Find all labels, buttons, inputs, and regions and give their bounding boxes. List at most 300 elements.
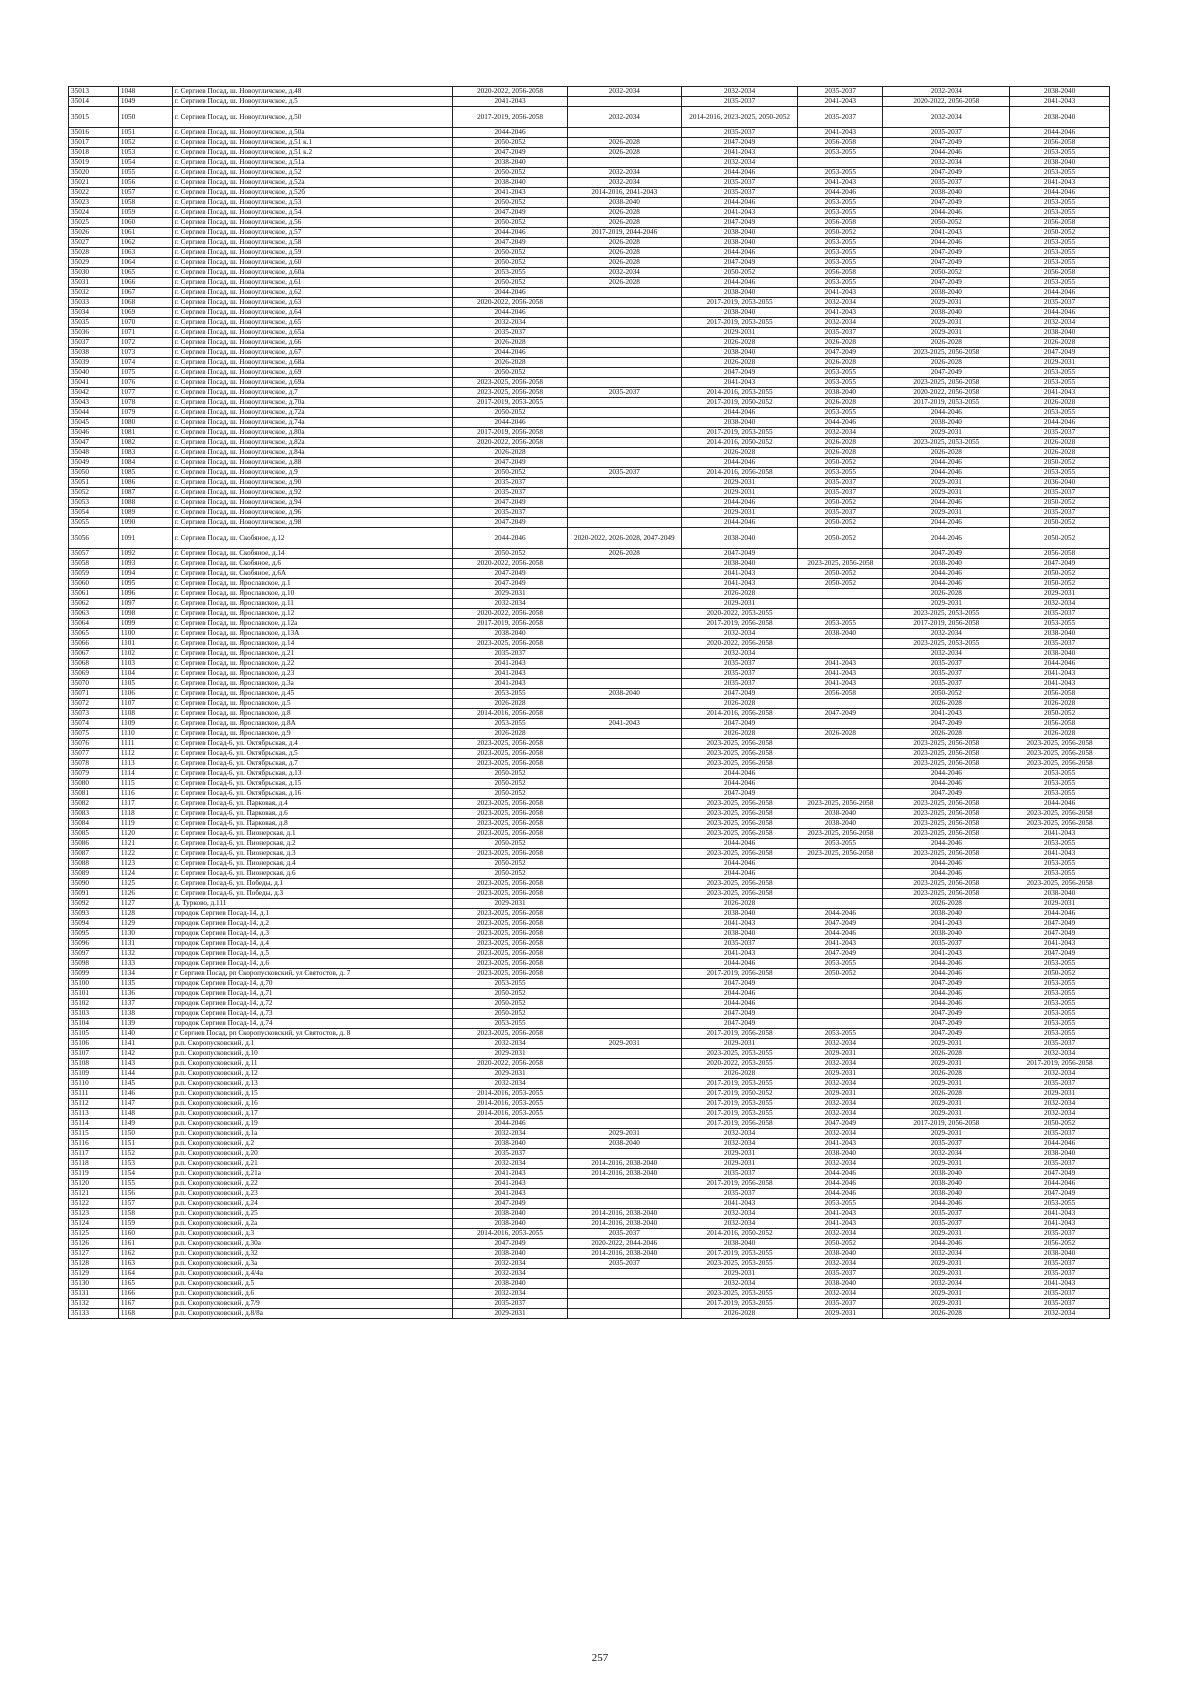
cell-record-id: 35029 (69, 258, 119, 268)
cell-period-elevator: 2053-2055 (1010, 989, 1110, 999)
cell-period-roof: 2041-2043 (453, 188, 567, 198)
cell-period-roof: 2014-2016, 2053-2055 (453, 1109, 567, 1119)
cell-period-basement: 2035-2037 (883, 1209, 1010, 1219)
cell-period-engineering: 2035-2037 (681, 939, 797, 949)
cell-period-foundation (798, 549, 883, 559)
cell-address: г. Сергиев Посад, ш. Ярославское, д.21 (172, 649, 453, 659)
cell-period-elevator: 2041-2043 (1010, 97, 1110, 107)
cell-record-id: 35071 (69, 689, 119, 699)
table-row (69, 1299, 1110, 1309)
cell-period-foundation: 2023-2025, 2056-2058 (798, 829, 883, 839)
cell-address: р.п. Скоропусковский, д.2а (172, 1219, 453, 1229)
cell-period-foundation: 2050-2052 (798, 569, 883, 579)
cell-period-facade: 2017-2019, 2044-2046 (567, 228, 681, 238)
cell-period-basement: 2047-2049 (883, 198, 1010, 208)
cell-address: г. Сергиев Посад, ш. Ярославское, д.23 (172, 669, 453, 679)
cell-period-facade (567, 909, 681, 919)
cell-period-basement: 2038-2040 (883, 1169, 1010, 1179)
table-row (69, 759, 1110, 769)
cell-period-facade (567, 418, 681, 428)
cell-record-id: 35098 (69, 959, 119, 969)
cell-period-basement: 2044-2046 (883, 959, 1010, 969)
cell-period-roof: 2044-2046 (453, 308, 567, 318)
cell-period-engineering: 2017-2019, 2053-2055 (681, 318, 797, 328)
cell-period-elevator: 2035-2037 (1010, 1039, 1110, 1049)
cell-period-foundation (798, 979, 883, 989)
cell-period-engineering: 2029-2031 (681, 1039, 797, 1049)
cell-record-id: 35046 (69, 428, 119, 438)
cell-period-elevator: 2056-2058 (1010, 549, 1110, 559)
cell-period-foundation: 2035-2037 (798, 1299, 883, 1309)
cell-period-foundation: 2053-2055 (798, 368, 883, 378)
cell-period-elevator: 2023-2025, 2056-2058 (1010, 759, 1110, 769)
cell-period-engineering: 2044-2046 (681, 198, 797, 208)
cell-period-facade (567, 649, 681, 659)
cell-period-foundation: 2038-2040 (798, 1149, 883, 1159)
cell-period-foundation (798, 789, 883, 799)
table-row (69, 719, 1110, 729)
cell-period-basement: 2044-2046 (883, 458, 1010, 468)
cell-period-engineering: 2023-2025, 2056-2058 (681, 799, 797, 809)
table-row (69, 388, 1110, 398)
cell-record-id: 35102 (69, 999, 119, 1009)
cell-period-facade: 2038-2040 (567, 198, 681, 208)
cell-record-id: 35021 (69, 178, 119, 188)
cell-house-number: 1142 (118, 1049, 172, 1059)
cell-period-elevator: 2053-2055 (1010, 168, 1110, 178)
cell-period-roof: 2050-2052 (453, 779, 567, 789)
table-row (69, 248, 1110, 258)
cell-period-engineering: 2029-2031 (681, 1149, 797, 1159)
cell-record-id: 35018 (69, 148, 119, 158)
cell-house-number: 1165 (118, 1279, 172, 1289)
cell-record-id: 35076 (69, 739, 119, 749)
cell-period-elevator: 2035-2037 (1010, 1079, 1110, 1089)
cell-record-id: 35065 (69, 629, 119, 639)
cell-period-basement: 2047-2049 (883, 138, 1010, 148)
cell-house-number: 1050 (118, 107, 172, 128)
cell-period-basement: 2044-2046 (883, 238, 1010, 248)
cell-record-id: 35034 (69, 308, 119, 318)
table-row (69, 709, 1110, 719)
cell-period-foundation: 2056-2058 (798, 138, 883, 148)
cell-period-engineering: 2044-2046 (681, 168, 797, 178)
cell-period-basement: 2029-2031 (883, 328, 1010, 338)
table-row (69, 799, 1110, 809)
table-row (69, 959, 1110, 969)
cell-period-foundation (798, 859, 883, 869)
cell-period-basement: 2044-2046 (883, 579, 1010, 589)
cell-record-id: 35037 (69, 338, 119, 348)
cell-house-number: 1072 (118, 338, 172, 348)
cell-house-number: 1092 (118, 549, 172, 559)
cell-period-roof: 2032-2034 (453, 1259, 567, 1269)
cell-house-number: 1110 (118, 729, 172, 739)
table-row (69, 528, 1110, 549)
cell-period-facade (567, 1289, 681, 1299)
cell-record-id: 35112 (69, 1099, 119, 1109)
cell-period-foundation: 2029-2031 (798, 1049, 883, 1059)
cell-period-engineering: 2047-2049 (681, 1019, 797, 1029)
cell-period-basement: 2023-2025, 2056-2058 (883, 799, 1010, 809)
cell-address: г. Сергиев Посад-6, ул. Октябрьская, д.16 (172, 789, 453, 799)
cell-address: р.п. Скоропусковский, д.2 (172, 1139, 453, 1149)
cell-period-facade: 2035-2037 (567, 468, 681, 478)
cell-period-elevator: 2053-2055 (1010, 238, 1110, 248)
cell-period-facade (567, 839, 681, 849)
cell-period-elevator: 2038-2040 (1010, 158, 1110, 168)
cell-period-facade: 2020-2022, 2026-2028, 2047-2049 (567, 528, 681, 549)
cell-house-number: 1077 (118, 388, 172, 398)
cell-record-id: 35051 (69, 478, 119, 488)
cell-period-foundation: 2035-2037 (798, 488, 883, 498)
cell-period-roof: 2014-2016, 2056-2058 (453, 709, 567, 719)
cell-period-foundation: 2038-2040 (798, 1279, 883, 1289)
cell-house-number: 1163 (118, 1259, 172, 1269)
cell-period-engineering: 2017-2019, 2053-2055 (681, 1099, 797, 1109)
cell-period-elevator: 2041-2043 (1010, 679, 1110, 689)
cell-period-roof: 2041-2043 (453, 1179, 567, 1189)
cell-period-basement: 2026-2028 (883, 448, 1010, 458)
cell-period-engineering: 2041-2043 (681, 378, 797, 388)
cell-period-elevator: 2035-2037 (1010, 298, 1110, 308)
cell-address: городок Сергиев Посад-14, д.1 (172, 909, 453, 919)
cell-house-number: 1071 (118, 328, 172, 338)
cell-house-number: 1155 (118, 1179, 172, 1189)
cell-period-foundation: 2032-2034 (798, 1289, 883, 1299)
cell-house-number: 1103 (118, 659, 172, 669)
cell-period-foundation: 2023-2025, 2056-2058 (798, 799, 883, 809)
cell-period-elevator: 2041-2043 (1010, 178, 1110, 188)
cell-address: г. Сергиев Посад, ш. Новоугличское, д.84а (172, 448, 453, 458)
table-row (69, 1059, 1110, 1069)
table-row (69, 1189, 1110, 1199)
cell-period-elevator: 2026-2028 (1010, 398, 1110, 408)
cell-house-number: 1118 (118, 809, 172, 819)
cell-period-engineering: 2047-2049 (681, 549, 797, 559)
cell-period-roof: 2047-2049 (453, 458, 567, 468)
cell-period-roof: 2023-2025, 2056-2058 (453, 1029, 567, 1039)
cell-house-number: 1122 (118, 849, 172, 859)
cell-record-id: 35089 (69, 869, 119, 879)
cell-period-facade (567, 508, 681, 518)
cell-period-basement: 2047-2049 (883, 1029, 1010, 1039)
cell-period-elevator: 2056-2058 (1010, 138, 1110, 148)
cell-period-roof: 2029-2031 (453, 589, 567, 599)
cell-period-basement: 2047-2049 (883, 789, 1010, 799)
cell-period-elevator: 2056-2058 (1010, 719, 1110, 729)
cell-period-roof: 2041-2043 (453, 659, 567, 669)
table-row (69, 619, 1110, 629)
cell-address: г. Сергиев Посад, ш. Новоугличское, д.52а (172, 178, 453, 188)
cell-period-roof: 2035-2037 (453, 488, 567, 498)
cell-period-foundation: 2041-2043 (798, 1139, 883, 1149)
cell-period-roof: 2038-2040 (453, 158, 567, 168)
cell-house-number: 1146 (118, 1089, 172, 1099)
cell-period-engineering: 2035-2037 (681, 97, 797, 107)
cell-period-engineering: 2038-2040 (681, 228, 797, 238)
cell-period-elevator: 2032-2034 (1010, 318, 1110, 328)
cell-record-id: 35088 (69, 859, 119, 869)
cell-period-elevator: 2017-2019, 2056-2058 (1010, 1059, 1110, 1069)
cell-house-number: 1107 (118, 699, 172, 709)
cell-period-basement: 2038-2040 (883, 1179, 1010, 1189)
cell-period-foundation: 2035-2037 (798, 87, 883, 97)
cell-period-roof: 2014-2016, 2053-2055 (453, 1229, 567, 1239)
table-row (69, 228, 1110, 238)
cell-period-foundation: 2050-2052 (798, 498, 883, 508)
cell-period-engineering: 2047-2049 (681, 218, 797, 228)
cell-period-facade: 2029-2031 (567, 1039, 681, 1049)
cell-house-number: 1095 (118, 579, 172, 589)
cell-period-facade (567, 128, 681, 138)
cell-period-foundation: 2044-2046 (798, 929, 883, 939)
cell-house-number: 1068 (118, 298, 172, 308)
cell-period-roof: 2038-2040 (453, 1139, 567, 1149)
cell-house-number: 1057 (118, 188, 172, 198)
cell-period-basement: 2047-2049 (883, 368, 1010, 378)
cell-period-basement: 2050-2052 (883, 689, 1010, 699)
cell-period-basement: 2029-2031 (883, 1269, 1010, 1279)
cell-period-roof: 2047-2049 (453, 498, 567, 508)
cell-address: г. Сергиев Посад-6, ул. Парковая, д.8 (172, 819, 453, 829)
cell-period-roof: 2047-2049 (453, 148, 567, 158)
cell-period-foundation (798, 1019, 883, 1029)
cell-period-roof: 2050-2052 (453, 789, 567, 799)
cell-period-facade (567, 498, 681, 508)
cell-period-foundation: 2032-2034 (798, 1079, 883, 1089)
cell-period-elevator: 2026-2028 (1010, 448, 1110, 458)
cell-period-elevator: 2041-2043 (1010, 1219, 1110, 1229)
cell-period-facade: 2026-2028 (567, 549, 681, 559)
cell-house-number: 1098 (118, 609, 172, 619)
cell-record-id: 35049 (69, 458, 119, 468)
cell-period-engineering: 2032-2034 (681, 1279, 797, 1289)
cell-address: г. Сергиев Посад, ш. Новоугличское, д.64 (172, 308, 453, 318)
cell-period-facade (567, 789, 681, 799)
cell-period-foundation: 2050-2052 (798, 1239, 883, 1249)
cell-record-id: 35096 (69, 939, 119, 949)
cell-period-elevator: 2044-2046 (1010, 418, 1110, 428)
cell-period-elevator: 2050-2052 (1010, 709, 1110, 719)
cell-record-id: 35124 (69, 1219, 119, 1229)
cell-record-id: 35069 (69, 669, 119, 679)
cell-house-number: 1149 (118, 1119, 172, 1129)
cell-record-id: 35075 (69, 729, 119, 739)
cell-period-elevator: 2053-2055 (1010, 999, 1110, 1009)
cell-period-foundation (798, 889, 883, 899)
cell-period-basement: 2032-2034 (883, 1279, 1010, 1289)
table-row (69, 97, 1110, 107)
cell-period-engineering: 2014-2016, 2023-2025, 2050-2052 (681, 107, 797, 128)
cell-period-facade: 2035-2037 (567, 388, 681, 398)
cell-period-engineering: 2017-2019, 2056-2058 (681, 1029, 797, 1039)
cell-period-foundation: 2053-2055 (798, 839, 883, 849)
cell-record-id: 35058 (69, 559, 119, 569)
cell-address: р.п. Скоропусковский, д.15 (172, 1089, 453, 1099)
table-row (69, 298, 1110, 308)
cell-period-roof: 2023-2025, 2056-2058 (453, 929, 567, 939)
cell-period-foundation: 2044-2046 (798, 1189, 883, 1199)
cell-record-id: 35060 (69, 579, 119, 589)
table-row (69, 1079, 1110, 1089)
table-row (69, 579, 1110, 589)
cell-house-number: 1137 (118, 999, 172, 1009)
cell-period-elevator: 2023-2025, 2056-2058 (1010, 809, 1110, 819)
cell-period-engineering: 2032-2034 (681, 158, 797, 168)
cell-period-foundation (798, 589, 883, 599)
cell-period-basement: 2050-2052 (883, 268, 1010, 278)
cell-period-roof: 2050-2052 (453, 278, 567, 288)
cell-period-roof: 2017-2019, 2056-2058 (453, 428, 567, 438)
cell-record-id: 35090 (69, 879, 119, 889)
cell-period-engineering: 2035-2037 (681, 679, 797, 689)
table-row (69, 498, 1110, 508)
cell-period-roof: 2023-2025, 2056-2058 (453, 809, 567, 819)
cell-period-elevator: 2035-2037 (1010, 1159, 1110, 1169)
cell-period-foundation: 2035-2037 (798, 478, 883, 488)
cell-address: р.п. Скоропусковский, д.3а (172, 1259, 453, 1269)
cell-period-facade (567, 458, 681, 468)
cell-address: г. Сергиев Посад-6, ул. Пионерская, д.6 (172, 869, 453, 879)
table-row (69, 488, 1110, 498)
cell-period-facade: 2035-2037 (567, 1259, 681, 1269)
cell-period-facade (567, 1279, 681, 1289)
cell-address: р.п. Скоропусковский, д.22 (172, 1179, 453, 1189)
cell-period-facade (567, 308, 681, 318)
cell-period-roof: 2023-2025, 2056-2058 (453, 949, 567, 959)
cell-record-id: 35119 (69, 1169, 119, 1179)
cell-address: г. Сергиев Посад, ш. Новоугличское, д.51 к.1 (172, 138, 453, 148)
cell-period-facade (567, 1099, 681, 1109)
cell-address: г. Сергиев Посад, ш. Новоугличское, д.56 (172, 218, 453, 228)
cell-period-foundation: 2050-2052 (798, 518, 883, 528)
table-row (69, 188, 1110, 198)
cell-period-engineering: 2029-2031 (681, 328, 797, 338)
cell-house-number: 1048 (118, 87, 172, 97)
cell-period-roof: 2053-2055 (453, 268, 567, 278)
cell-address: г. Сергиев Посад, ш. Ярославское, д.12а (172, 619, 453, 629)
cell-period-elevator: 2053-2055 (1010, 1019, 1110, 1029)
cell-period-foundation (798, 599, 883, 609)
cell-period-engineering: 2044-2046 (681, 248, 797, 258)
cell-house-number: 1053 (118, 148, 172, 158)
cell-period-roof: 2050-2052 (453, 368, 567, 378)
cell-record-id: 35113 (69, 1109, 119, 1119)
cell-house-number: 1059 (118, 208, 172, 218)
cell-period-elevator: 2053-2055 (1010, 378, 1110, 388)
cell-record-id: 35081 (69, 789, 119, 799)
cell-address: г. Сергиев Посад-6, ул. Пионерская, д.2 (172, 839, 453, 849)
cell-period-engineering: 2038-2040 (681, 308, 797, 318)
cell-period-elevator: 2038-2040 (1010, 1149, 1110, 1159)
cell-period-elevator: 2029-2031 (1010, 899, 1110, 909)
cell-period-basement: 2038-2040 (883, 308, 1010, 318)
cell-period-facade (567, 358, 681, 368)
table-row (69, 107, 1110, 128)
cell-period-basement: 2044-2046 (883, 769, 1010, 779)
cell-period-foundation: 2032-2034 (798, 1229, 883, 1239)
cell-record-id: 35103 (69, 1009, 119, 1019)
cell-period-engineering: 2026-2028 (681, 699, 797, 709)
cell-period-engineering: 2026-2028 (681, 338, 797, 348)
cell-period-foundation: 2044-2046 (798, 188, 883, 198)
cell-period-foundation: 2041-2043 (798, 308, 883, 318)
cell-period-engineering: 2038-2040 (681, 929, 797, 939)
cell-record-id: 35013 (69, 87, 119, 97)
cell-period-roof: 2023-2025, 2056-2058 (453, 639, 567, 649)
cell-house-number: 1161 (118, 1239, 172, 1249)
cell-period-basement: 2032-2034 (883, 158, 1010, 168)
cell-period-roof: 2035-2037 (453, 1149, 567, 1159)
cell-record-id: 35040 (69, 368, 119, 378)
cell-period-engineering: 2023-2025, 2056-2058 (681, 889, 797, 899)
cell-period-elevator: 2053-2055 (1010, 468, 1110, 478)
cell-period-foundation: 2041-2043 (798, 669, 883, 679)
cell-period-facade (567, 879, 681, 889)
cell-record-id: 35068 (69, 659, 119, 669)
cell-address: р.п. Скоропусковский, д.23 (172, 1189, 453, 1199)
cell-period-foundation: 2041-2043 (798, 288, 883, 298)
cell-period-roof: 2026-2028 (453, 699, 567, 709)
cell-record-id: 35091 (69, 889, 119, 899)
cell-period-engineering: 2017-2019, 2050-2052 (681, 398, 797, 408)
table-row (69, 148, 1110, 158)
cell-house-number: 1148 (118, 1109, 172, 1119)
table-row (69, 569, 1110, 579)
cell-period-engineering: 2047-2049 (681, 719, 797, 729)
cell-period-roof: 2047-2049 (453, 1199, 567, 1209)
cell-address: г. Сергиев Посад, ш. Новоугличское, д.58 (172, 238, 453, 248)
cell-period-roof: 2026-2028 (453, 338, 567, 348)
cell-address: городок Сергиев Посад-14, д.4 (172, 939, 453, 949)
cell-period-engineering: 2017-2019, 2053-2055 (681, 1109, 797, 1119)
cell-period-facade (567, 699, 681, 709)
cell-address: р.п. Скоропусковский, д.1а (172, 1129, 453, 1139)
cell-house-number: 1140 (118, 1029, 172, 1039)
cell-period-basement: 2044-2046 (883, 569, 1010, 579)
cell-period-elevator: 2053-2055 (1010, 769, 1110, 779)
cell-house-number: 1162 (118, 1249, 172, 1259)
cell-period-basement: 2023-2025, 2056-2058 (883, 829, 1010, 839)
cell-address: г. Сергиев Посад, ш. Новоугличское, д.52б (172, 188, 453, 198)
cell-period-foundation: 2047-2049 (798, 348, 883, 358)
cell-house-number: 1085 (118, 468, 172, 478)
cell-address: г. Сергиев Посад, ш. Новоугличское, д.88 (172, 458, 453, 468)
cell-period-foundation: 2032-2034 (798, 298, 883, 308)
cell-record-id: 35047 (69, 438, 119, 448)
cell-record-id: 35131 (69, 1289, 119, 1299)
cell-period-elevator: 2023-2025, 2056-2058 (1010, 819, 1110, 829)
cell-period-roof: 2023-2025, 2056-2058 (453, 939, 567, 949)
cell-period-facade (567, 1269, 681, 1279)
cell-period-roof: 2050-2052 (453, 138, 567, 148)
cell-period-basement: 2023-2025, 2056-2058 (883, 759, 1010, 769)
cell-period-roof: 2044-2046 (453, 528, 567, 549)
table-row (69, 1239, 1110, 1249)
cell-record-id: 35048 (69, 448, 119, 458)
cell-house-number: 1121 (118, 839, 172, 849)
cell-period-roof: 2026-2028 (453, 448, 567, 458)
cell-record-id: 35061 (69, 589, 119, 599)
cell-period-facade (567, 569, 681, 579)
cell-address: г. Сергиев Посад, ш. Ярославское, д.10 (172, 589, 453, 599)
table-row (69, 889, 1110, 899)
cell-address: г. Сергиев Посад-6, ул. Победы, д.3 (172, 889, 453, 899)
table-row (69, 418, 1110, 428)
table-row (69, 679, 1110, 689)
cell-period-roof: 2050-2052 (453, 408, 567, 418)
